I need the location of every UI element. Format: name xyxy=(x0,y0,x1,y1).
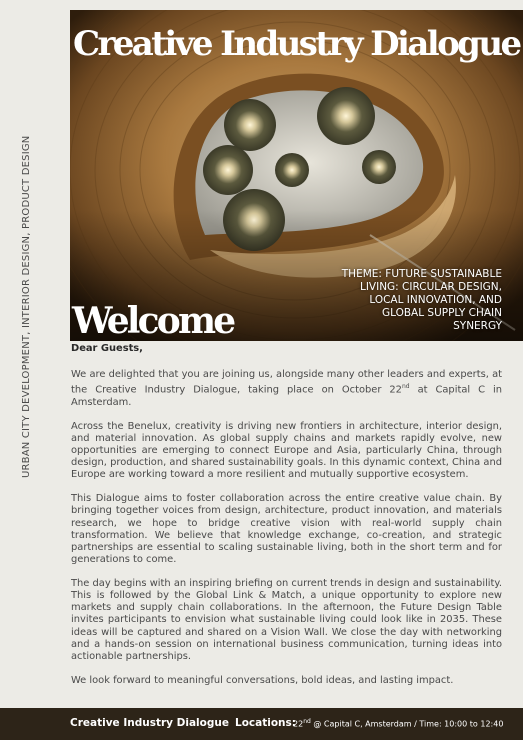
paragraph-2: Across the Benelux, creativity is driving new frontiers in architecture, interior design, and material innovation. As global supply chains and markets rapidly evolve, new opportunities are emerging to connect Europe and Asia, particularly China, through design, production, and shared sustainability goals. In this dynamic context, China and Europe are working toward a more resilient and mutually supportive ecosystem. xyxy=(71,420,502,481)
greeting: Dear Guests, xyxy=(71,343,143,354)
footer-locations-label: Locations: xyxy=(235,717,296,729)
footer-title: Creative Industry Dialogue xyxy=(70,717,229,729)
hero-image xyxy=(70,10,523,341)
welcome-heading: Welcome xyxy=(72,300,234,341)
paragraph-1 xyxy=(71,369,502,409)
theme-text: THEME: FUTURE SUSTAINABLE LIVING: CIRCULAR DESIGN, LOCAL INNOVATION, AND GLOBAL SUPPLY CHAIN SYNERGY xyxy=(341,268,502,332)
footer-location-time: @ Capital C, Amsterdam / Time: 10:00 to 12:40 xyxy=(310,719,504,729)
paragraph-4: The day begins with an inspiring briefing on current trends in design and sustainability. This is followed by the Global Link & Match, a unique opportunity to explore new markets and supply chain collaborations. In the afternoon, the Future Design Table invites participants to envision what sustainable living could look like in 2035. These ideas will be captured and shared on a Vision Wall. We close the day with networking and a hands-on session on international business communication, turning ideas into actionable partnerships. xyxy=(71,577,502,663)
hero-title: Creative Industry Dialogue xyxy=(73,24,520,64)
footer-locations-value xyxy=(293,718,503,729)
paragraph-1-end: at Capital C in Amsterdam. xyxy=(71,384,502,408)
footer-day: 22 xyxy=(293,719,304,729)
welcome-letter xyxy=(71,343,502,698)
footer-day-suffix: nd xyxy=(303,718,311,725)
paragraph-3: This Dialogue aims to foster collaboration across the entire creative value chain. By bringing together voices from design, architecture, product innovation, and materials research, we hope to bridge creative vision with real-world supply chain transformation. We believe that knowledge exchange, co-creation, and strategic partnerships are essential to scaling sustainable living, both in the short term and for generations to come. xyxy=(71,493,502,566)
paragraph-1-start: We are delighted that you are joining us, alongside many other leaders and experts, at the Creative Industry Dialogue, taking place on October 22 xyxy=(71,369,502,396)
sidebar xyxy=(0,0,70,708)
paragraph-5: We look forward to meaningful conversations, bold ideas, and lasting impact. xyxy=(71,674,454,686)
footer-bar xyxy=(0,708,523,740)
sidebar-vertical-text: URBAN CITY DEVELOPMENT, INTERIOR DESIGN, PRODUCT DESIGN xyxy=(21,135,32,478)
date-suffix: nd xyxy=(401,383,410,391)
